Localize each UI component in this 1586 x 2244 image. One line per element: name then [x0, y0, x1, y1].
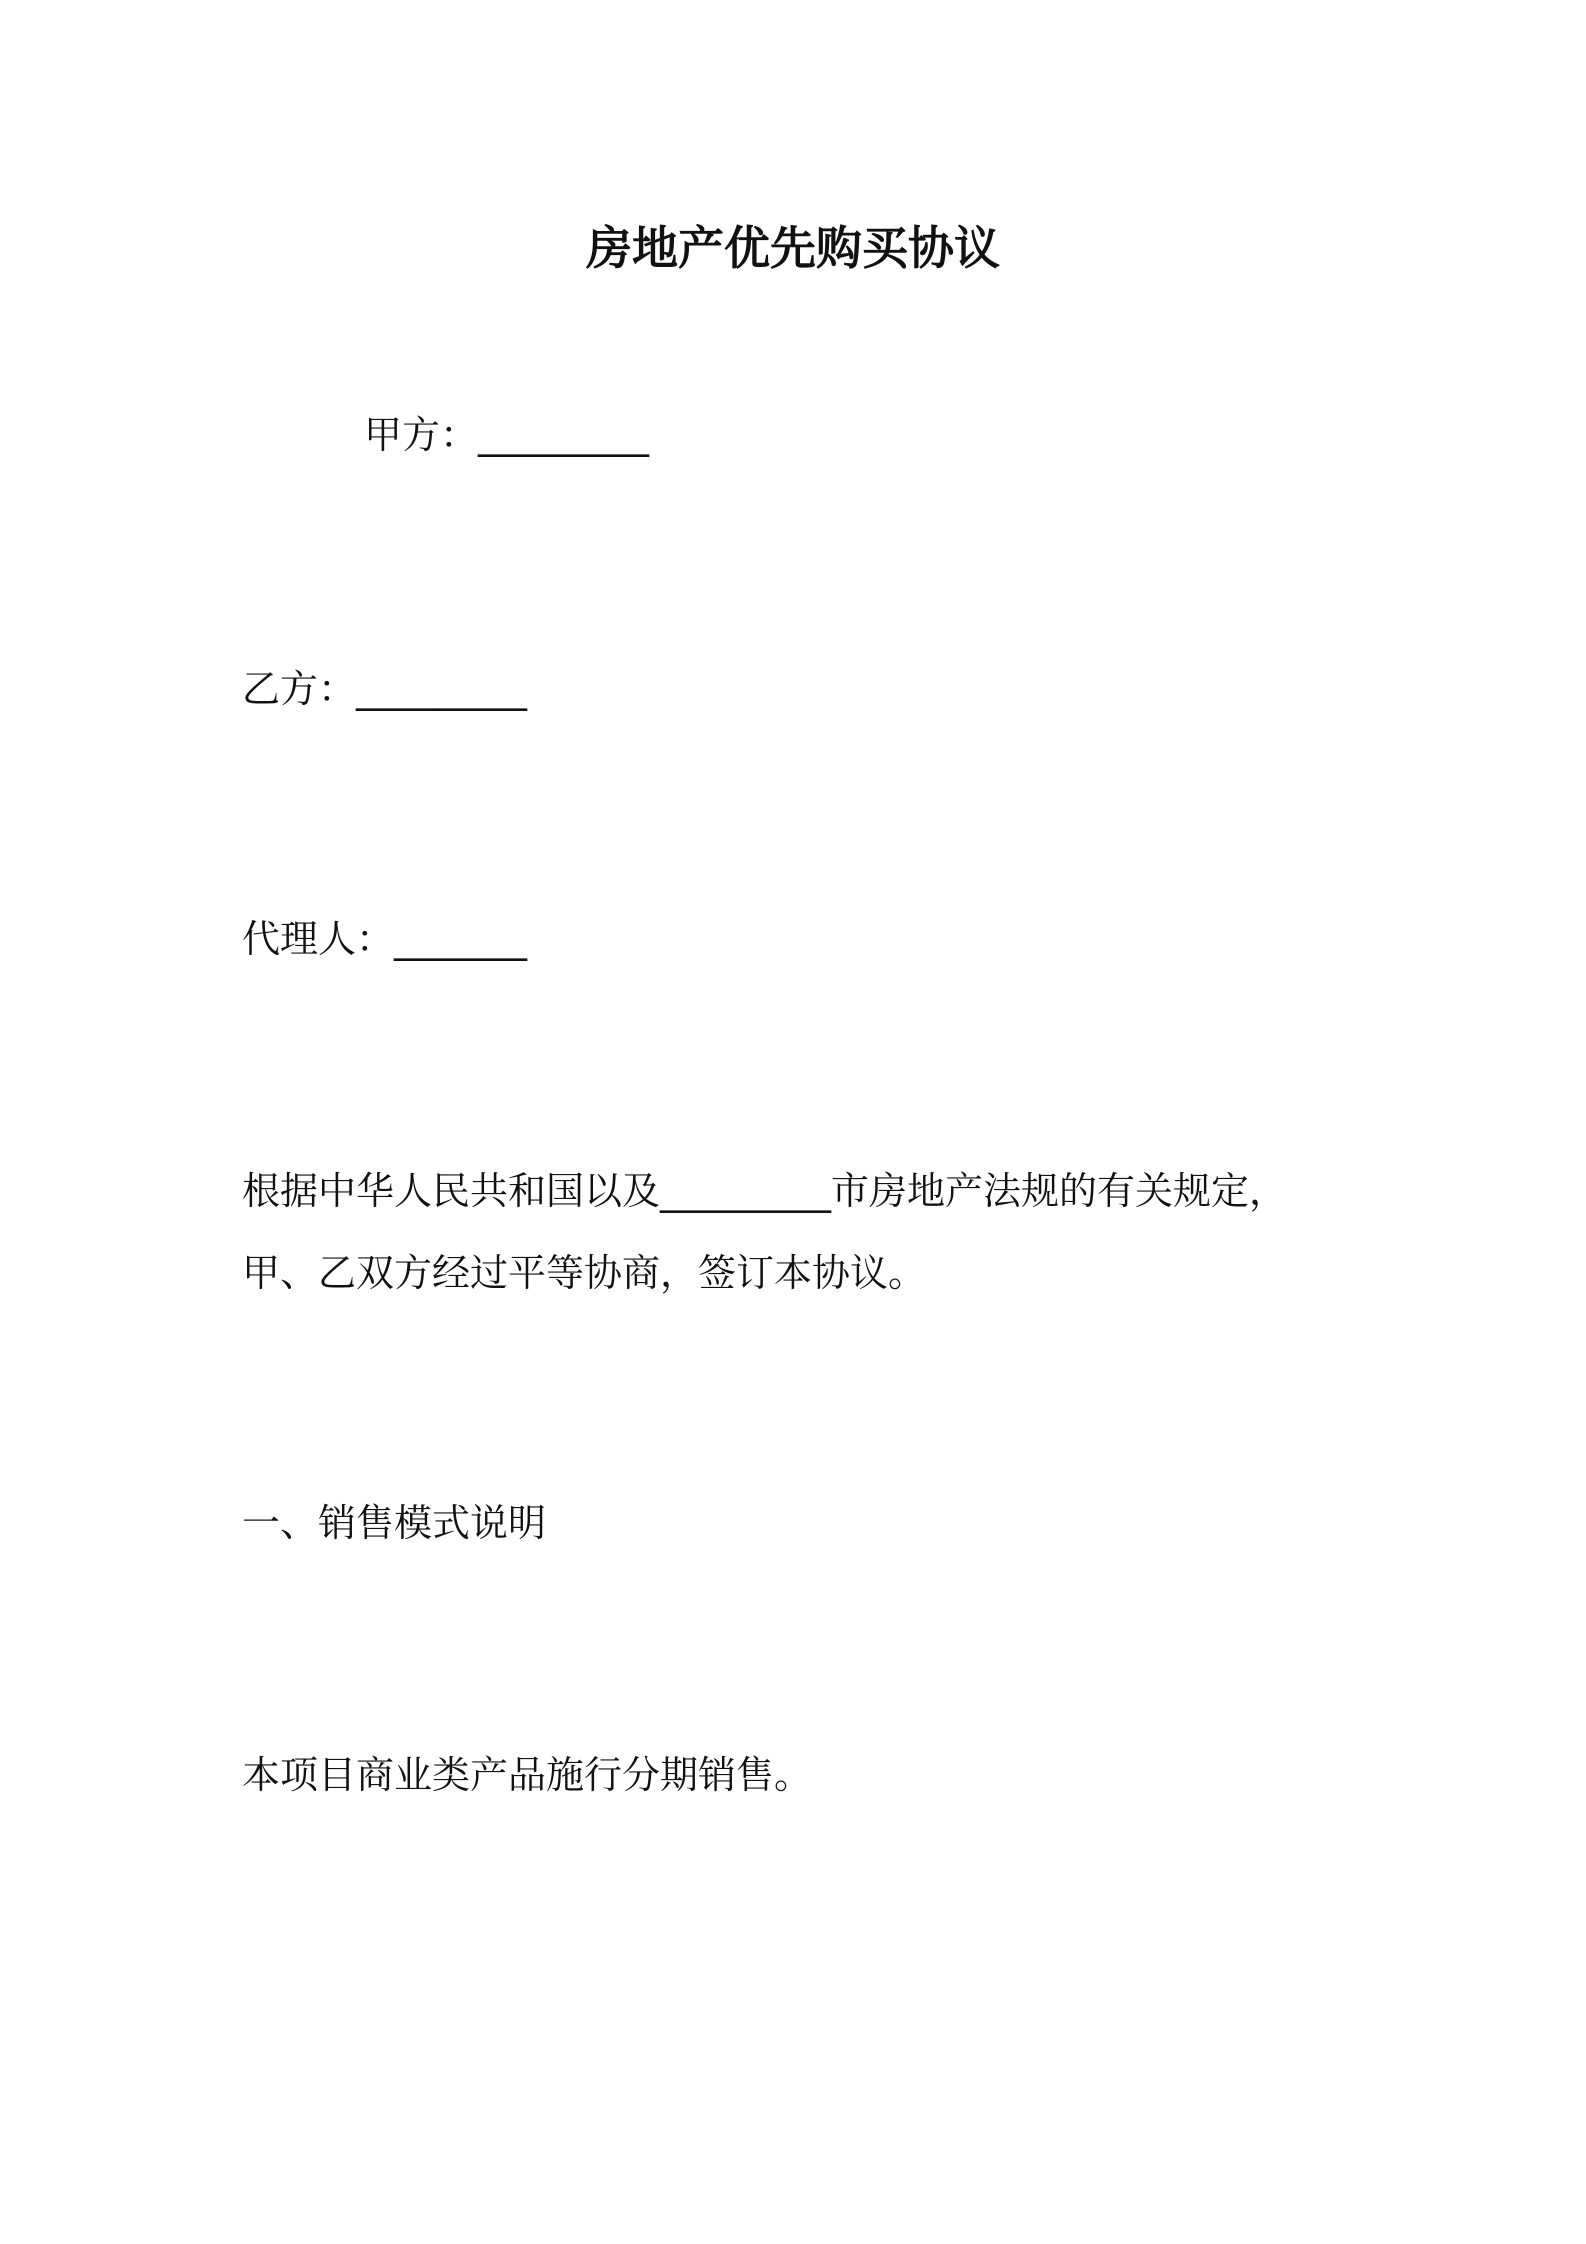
party-a-line: 甲方：_________ [364, 413, 650, 457]
intro-paragraph-line-2: 甲、乙双方经过平等协商，签订本协议。 [242, 1251, 927, 1295]
party-b-line: 乙方：_________ [242, 667, 528, 711]
document-title: 房地产优先购买协议 [586, 221, 1000, 275]
section-1-text: 本项目商业类产品施行分期销售。 [242, 1753, 813, 1797]
agent-line: 代理人：_______ [242, 917, 528, 961]
section-1-heading: 一、销售模式说明 [242, 1501, 547, 1545]
intro-paragraph-line-1: 根据中华人民共和国以及_________市房地产法规的有关规定， [242, 1169, 1288, 1213]
